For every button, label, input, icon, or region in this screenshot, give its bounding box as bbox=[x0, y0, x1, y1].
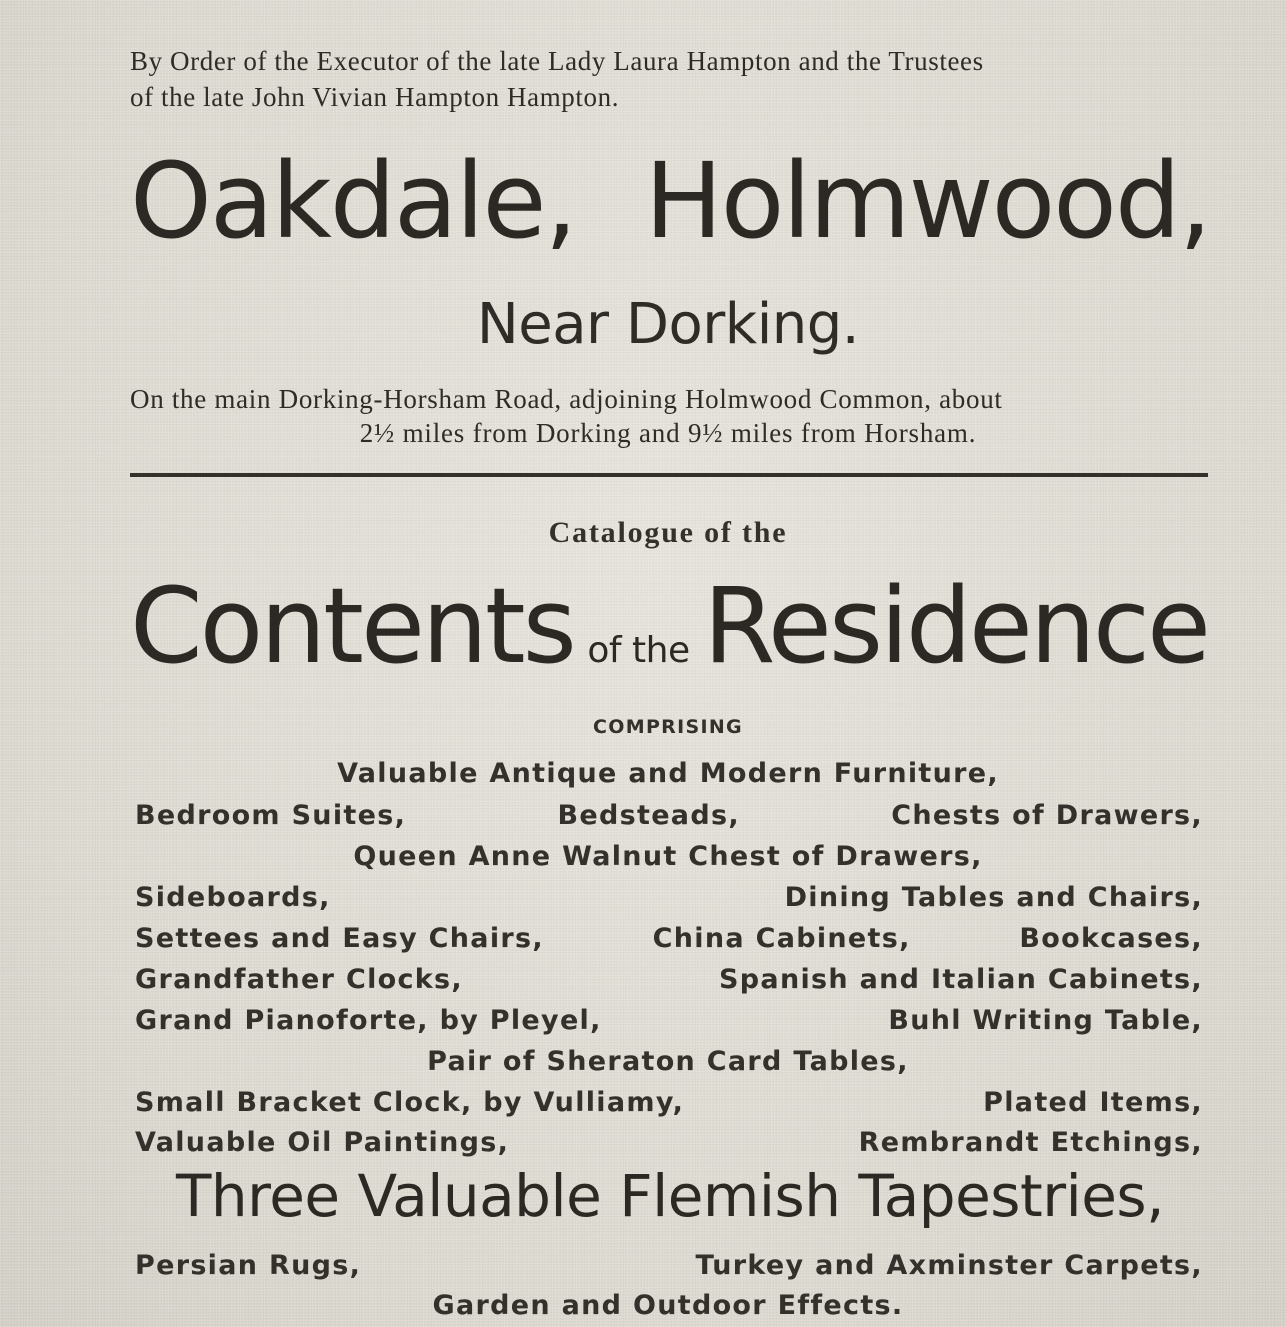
property-subtitle: Near Dorking. bbox=[476, 292, 860, 357]
item-row-clocks bbox=[135, 964, 1203, 995]
list-item: Bedroom Suites, bbox=[135, 800, 407, 831]
list-item: Valuable Oil Paintings, bbox=[135, 1127, 510, 1158]
intro-line-1: By Order of the Executor of the late Lady Laura Hampton and the Trustees bbox=[130, 46, 984, 76]
list-item: Rembrandt Etchings, bbox=[858, 1127, 1203, 1158]
item-row-sideboards bbox=[135, 882, 1203, 913]
list-item: Dining Tables and Chairs, bbox=[784, 882, 1203, 913]
contents-word: Contents bbox=[130, 565, 574, 687]
list-item: Small Bracket Clock, by Vulliamy, bbox=[135, 1087, 685, 1118]
residence-word: Residence bbox=[703, 565, 1208, 687]
item-row-rugs bbox=[135, 1250, 1203, 1281]
item-row-pianoforte bbox=[135, 1005, 1203, 1036]
item-tapestries: Three Valuable Flemish Tapestries, bbox=[175, 1162, 1165, 1230]
list-item: Turkey and Axminster Carpets, bbox=[695, 1250, 1203, 1281]
title-holmwood: Holmwood, bbox=[644, 140, 1210, 262]
catalogue-heading: Catalogue of the bbox=[548, 516, 788, 549]
comprising-label: COMPRISING bbox=[593, 716, 743, 738]
contents-heading bbox=[130, 565, 1208, 687]
property-title bbox=[130, 140, 1210, 262]
list-item: Grand Pianoforte, by Pleyel, bbox=[135, 1005, 602, 1036]
list-item: Grandfather Clocks, bbox=[135, 964, 463, 995]
list-item: Bookcases, bbox=[1019, 923, 1203, 954]
list-item: Settees and Easy Chairs, bbox=[135, 923, 544, 954]
list-item: Spanish and Italian Cabinets, bbox=[719, 964, 1203, 995]
intro-line-2: of the late John Vivian Hampton Hampton. bbox=[130, 82, 620, 112]
item-row-bedroom bbox=[135, 800, 1203, 831]
item-row-bracket-clock bbox=[135, 1087, 1203, 1118]
of-the-connector: of the bbox=[587, 630, 690, 671]
divider-rule bbox=[130, 473, 1208, 477]
list-item: Bedsteads, bbox=[557, 800, 740, 831]
item-row-paintings bbox=[135, 1127, 1203, 1158]
list-item: Chests of Drawers, bbox=[891, 800, 1203, 831]
item-row-settees bbox=[135, 923, 1203, 954]
list-item: Plated Items, bbox=[983, 1087, 1203, 1118]
item-queen-anne: Queen Anne Walnut Chest of Drawers, bbox=[353, 841, 983, 872]
location-line-2: 2½ miles from Dorking and 9½ miles from Horsham. bbox=[359, 418, 977, 448]
location-line-1: On the main Dorking-Horsham Road, adjoining Holmwood Common, about bbox=[130, 384, 1003, 414]
item-sheraton: Pair of Sheraton Card Tables, bbox=[427, 1046, 909, 1077]
item-garden: Garden and Outdoor Effects. bbox=[432, 1290, 904, 1321]
title-oakdale: Oakdale, bbox=[130, 140, 576, 262]
list-item: China Cabinets, bbox=[652, 923, 911, 954]
list-item: Sideboards, bbox=[135, 882, 331, 913]
list-item: Buhl Writing Table, bbox=[888, 1005, 1203, 1036]
list-item: Persian Rugs, bbox=[135, 1250, 362, 1281]
item-antique-furniture: Valuable Antique and Modern Furniture, bbox=[337, 758, 999, 789]
